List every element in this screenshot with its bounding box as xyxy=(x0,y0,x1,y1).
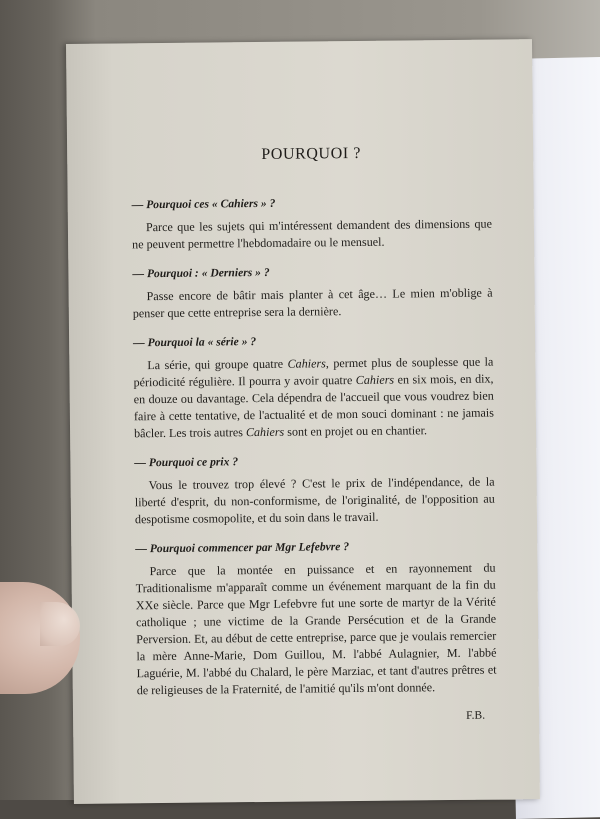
answer-paragraph: Parce que les sujets qui m'intéressent demandent des dimensions que ne peuvent permettre l'hebdomadaire ou le mensuel. xyxy=(132,216,492,252)
answer-italic-text: Cahiers xyxy=(287,356,326,371)
answer-text: en six mois, en dix, en douze ou davantage. Cela dépendra de l'accueil que vous voudrez bien faire à cette tentative, de l'actualité et de mon souci dominant : ne jamais bâcler. Les trois autres xyxy=(133,371,494,441)
question-heading: — Pourquoi ces « Cahiers » ? xyxy=(131,196,276,212)
author-signature: F.B. xyxy=(466,709,486,722)
question-heading: — Pourquoi : « Derniers » ? xyxy=(132,265,270,281)
page-title: POURQUOI ? xyxy=(261,144,362,163)
question-heading: — Pourquoi commencer par Mgr Lefebvre ? xyxy=(135,540,350,556)
answer-paragraph xyxy=(133,354,494,443)
question-heading: — Pourquoi la « série » ? xyxy=(133,335,257,350)
answer-italic-text: Cahiers xyxy=(245,424,285,440)
answer-paragraph: Passe encore de bâtir mais planter à cet âge… Le mien m'oblige à penser que cette entreprise sera la dernière. xyxy=(132,285,493,321)
booklet-page xyxy=(66,39,540,804)
answer-text: La série, qui groupe quatre xyxy=(147,356,288,373)
answer-text: , permet plus de souplesse que la périodicité régulière. Il pourra y avoir quatre xyxy=(133,354,494,390)
question-heading: — Pourquoi ce prix ? xyxy=(134,455,239,470)
answer-paragraph: Vous le trouvez trop élevé ? C'est le prix de l'indépendance, de la liberté d'esprit, du non-conformisme, de l'originalité, de l'opposition au despotisme cosmopolite, et du soin dans le travail. xyxy=(134,474,495,527)
answer-text: sont en projet ou en chantier. xyxy=(284,423,428,439)
answer-italic-text: Cahiers xyxy=(355,372,395,387)
page-content xyxy=(131,144,497,729)
answer-paragraph: Parce que la montée en puissance et en rayonnement du Traditionalisme m'apparaît comme un événement marquant de la fin du XXe siècle. Parce que Mgr Lefebvre fut une sorte de martyr de la Vérité catholique ; une victime de la Grande Persécution et de la Grande Perversion. Et, au début de cette entreprise, parce que je voulais remercier la mère Anne-Marie, Dom Guillou, M. l'abbé Aulagnier, M. l'abbé Laguérie, M. l'abbé du Chalard, le père Marziac, et tant d'autres prêtres et de religieuses de la Fraternité, de l'amitié qu'ils m'ont donnée. xyxy=(135,560,497,698)
